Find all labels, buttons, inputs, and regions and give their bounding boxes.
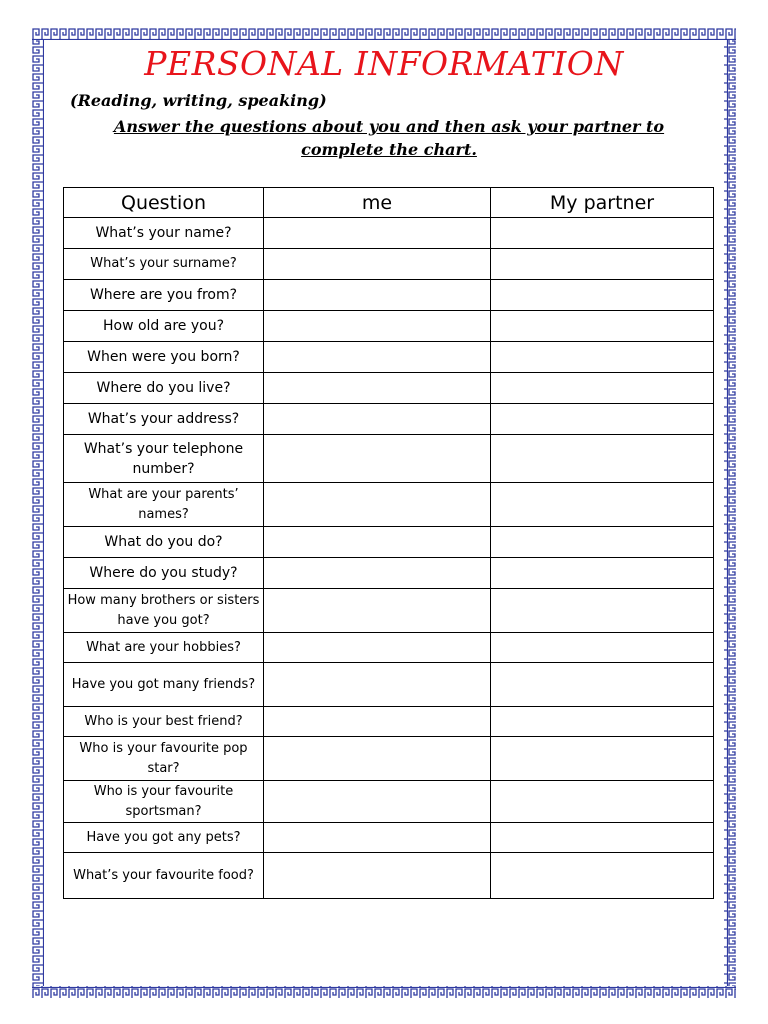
me-answer-cell[interactable] xyxy=(264,737,491,781)
question-cell: What are your hobbies? xyxy=(64,633,264,663)
me-answer-cell[interactable] xyxy=(264,373,491,404)
table-row xyxy=(64,589,714,633)
partner-answer-cell[interactable] xyxy=(491,218,714,249)
table-row xyxy=(64,823,714,853)
question-cell: What are your parents’ names? xyxy=(64,483,264,527)
table-row xyxy=(64,527,714,558)
header-question: Question xyxy=(64,188,264,218)
me-answer-cell[interactable] xyxy=(264,853,491,899)
question-cell: How old are you? xyxy=(64,311,264,342)
question-cell: What do you do? xyxy=(64,527,264,558)
me-answer-cell[interactable] xyxy=(264,781,491,823)
question-cell: Who is your favourite pop star? xyxy=(64,737,264,781)
personal-info-table xyxy=(63,187,714,899)
table-row xyxy=(64,781,714,823)
header-partner: My partner xyxy=(491,188,714,218)
me-answer-cell[interactable] xyxy=(264,404,491,435)
me-answer-cell[interactable] xyxy=(264,311,491,342)
table-row xyxy=(64,435,714,483)
me-answer-cell[interactable] xyxy=(264,527,491,558)
partner-answer-cell[interactable] xyxy=(491,781,714,823)
question-cell: How many brothers or sisters have you got? xyxy=(64,589,264,633)
table-row xyxy=(64,707,714,737)
question-cell: What’s your surname? xyxy=(64,249,264,280)
partner-answer-cell[interactable] xyxy=(491,663,714,707)
table-row xyxy=(64,373,714,404)
me-answer-cell[interactable] xyxy=(264,589,491,633)
question-cell: Have you got any pets? xyxy=(64,823,264,853)
me-answer-cell[interactable] xyxy=(264,663,491,707)
partner-answer-cell[interactable] xyxy=(491,853,714,899)
partner-answer-cell[interactable] xyxy=(491,527,714,558)
partner-answer-cell[interactable] xyxy=(491,633,714,663)
table-row xyxy=(64,342,714,373)
me-answer-cell[interactable] xyxy=(264,280,491,311)
partner-answer-cell[interactable] xyxy=(491,311,714,342)
partner-answer-cell[interactable] xyxy=(491,404,714,435)
partner-answer-cell[interactable] xyxy=(491,707,714,737)
table-row xyxy=(64,633,714,663)
table-row xyxy=(64,280,714,311)
page-title: PERSONAL INFORMATION xyxy=(144,44,624,83)
table-header-row xyxy=(64,188,714,218)
question-cell: What’s your favourite food? xyxy=(64,853,264,899)
question-cell: Have you got many friends? xyxy=(64,663,264,707)
me-answer-cell[interactable] xyxy=(264,707,491,737)
table-row xyxy=(64,218,714,249)
question-cell: When were you born? xyxy=(64,342,264,373)
me-answer-cell[interactable] xyxy=(264,435,491,483)
table-row xyxy=(64,404,714,435)
table-row xyxy=(64,249,714,280)
table-row xyxy=(64,663,714,707)
partner-answer-cell[interactable] xyxy=(491,483,714,527)
me-answer-cell[interactable] xyxy=(264,249,491,280)
question-cell: What’s your address? xyxy=(64,404,264,435)
partner-answer-cell[interactable] xyxy=(491,558,714,589)
partner-answer-cell[interactable] xyxy=(491,823,714,853)
partner-answer-cell[interactable] xyxy=(491,737,714,781)
me-answer-cell[interactable] xyxy=(264,633,491,663)
table-row xyxy=(64,853,714,899)
table-row xyxy=(64,311,714,342)
question-cell: Where do you live? xyxy=(64,373,264,404)
question-cell: What’s your name? xyxy=(64,218,264,249)
me-answer-cell[interactable] xyxy=(264,342,491,373)
partner-answer-cell[interactable] xyxy=(491,589,714,633)
table-row xyxy=(64,558,714,589)
instructions-text: Answer the questions about you and then ask your partner to complete the chart. xyxy=(113,117,665,159)
table-row xyxy=(64,483,714,527)
partner-answer-cell[interactable] xyxy=(491,280,714,311)
question-cell: Where are you from? xyxy=(64,280,264,311)
partner-answer-cell[interactable] xyxy=(491,249,714,280)
me-answer-cell[interactable] xyxy=(264,483,491,527)
me-answer-cell[interactable] xyxy=(264,218,491,249)
question-cell: Who is your favourite sportsman? xyxy=(64,781,264,823)
me-answer-cell[interactable] xyxy=(264,823,491,853)
partner-answer-cell[interactable] xyxy=(491,373,714,404)
partner-answer-cell[interactable] xyxy=(491,435,714,483)
me-answer-cell[interactable] xyxy=(264,558,491,589)
table-row xyxy=(64,737,714,781)
question-cell: Where do you study? xyxy=(64,558,264,589)
header-me: me xyxy=(264,188,491,218)
question-cell: Who is your best friend? xyxy=(64,707,264,737)
question-cell: What’s your telephone number? xyxy=(64,435,264,483)
partner-answer-cell[interactable] xyxy=(491,342,714,373)
page-subtitle: (Reading, writing, speaking) xyxy=(70,91,327,110)
